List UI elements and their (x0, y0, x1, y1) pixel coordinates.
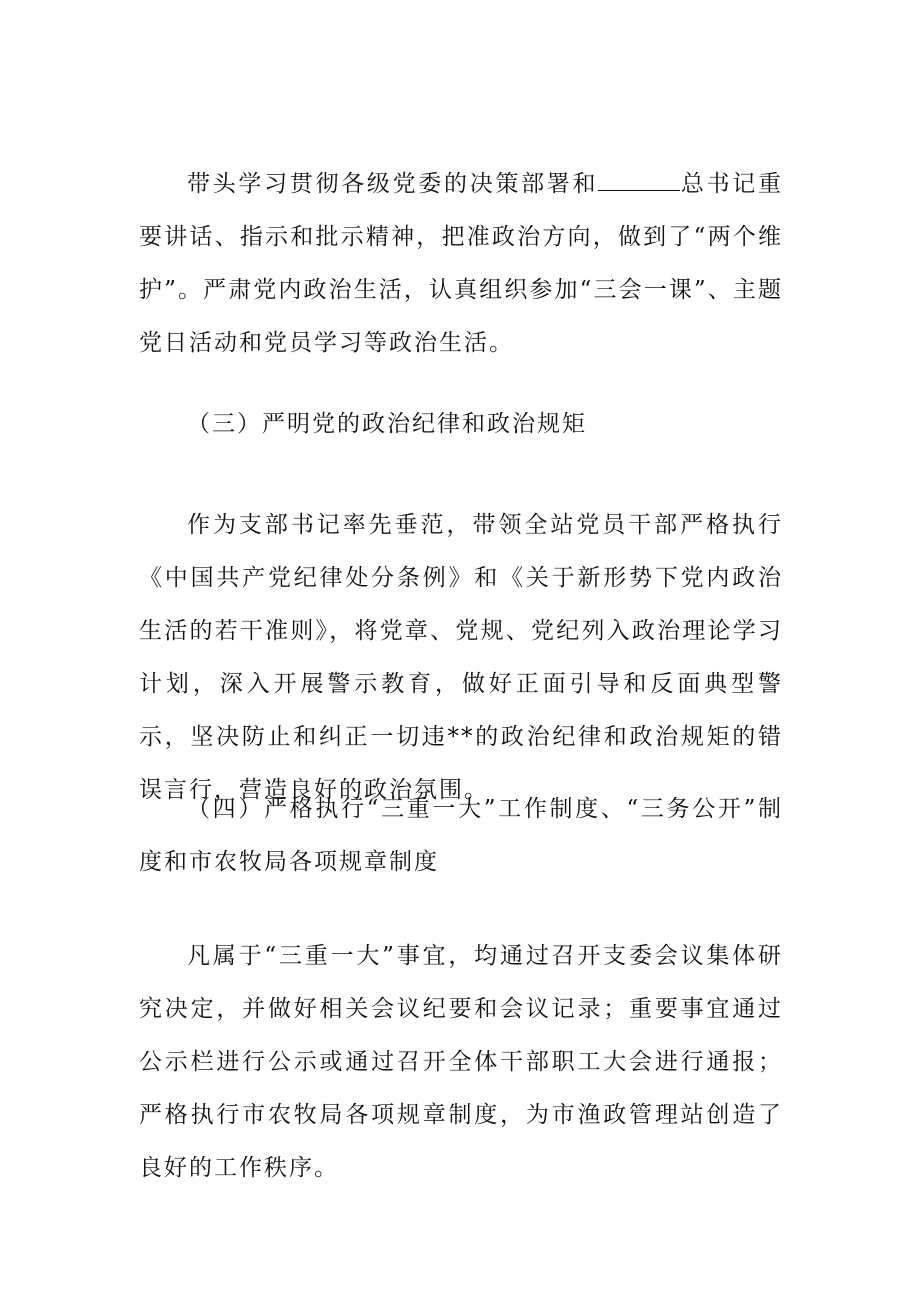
paragraph-discipline: 作为支部书记率先垂范，带领全站党员干部严格执行《中国共产党纪律处分条例》和《关于新形势下党内政治生活的若干准则》，将党章、党规、党纪列入政治理论学习计划，深入开展警示教育，做好正面引导和反面典型警示，坚决防止和纠正一切违**的政治纪律和政治规矩的错误言行，营造良好的政治氛围。 (139, 512, 783, 803)
fill-in-blank (598, 172, 680, 191)
section-heading-4: （四）严格执行“三重一大”工作制度、“三务公开”制度和市农牧局各项规章制度 (139, 796, 783, 875)
section-heading-3: （三）严明党的政治纪律和政治规矩 (187, 411, 587, 437)
paragraph-regulations: 凡属于“三重一大”事宜，均通过召开支委会议集体研究决定，并做好相关会议纪要和会议记录；重要事宜通过公示栏进行公示或通过召开全体干部职工大会进行通报；严格执行市农牧局各项规章制度，为市渔政管理站创造了良好的工作秩序。 (139, 943, 783, 1181)
paragraph-text-after-blank: 总书记重要讲话、指示和批示精神，把准政治方向，做到了“两个维护”。严肃党内政治生活，认真组织参加“三会一课”、主题党日活动和党员学习等政治生活。 (139, 171, 784, 356)
paragraph-political-direction (139, 158, 783, 370)
paragraph-text-before-blank: 带头学习贯彻各级党委的决策部署和 (187, 171, 599, 197)
